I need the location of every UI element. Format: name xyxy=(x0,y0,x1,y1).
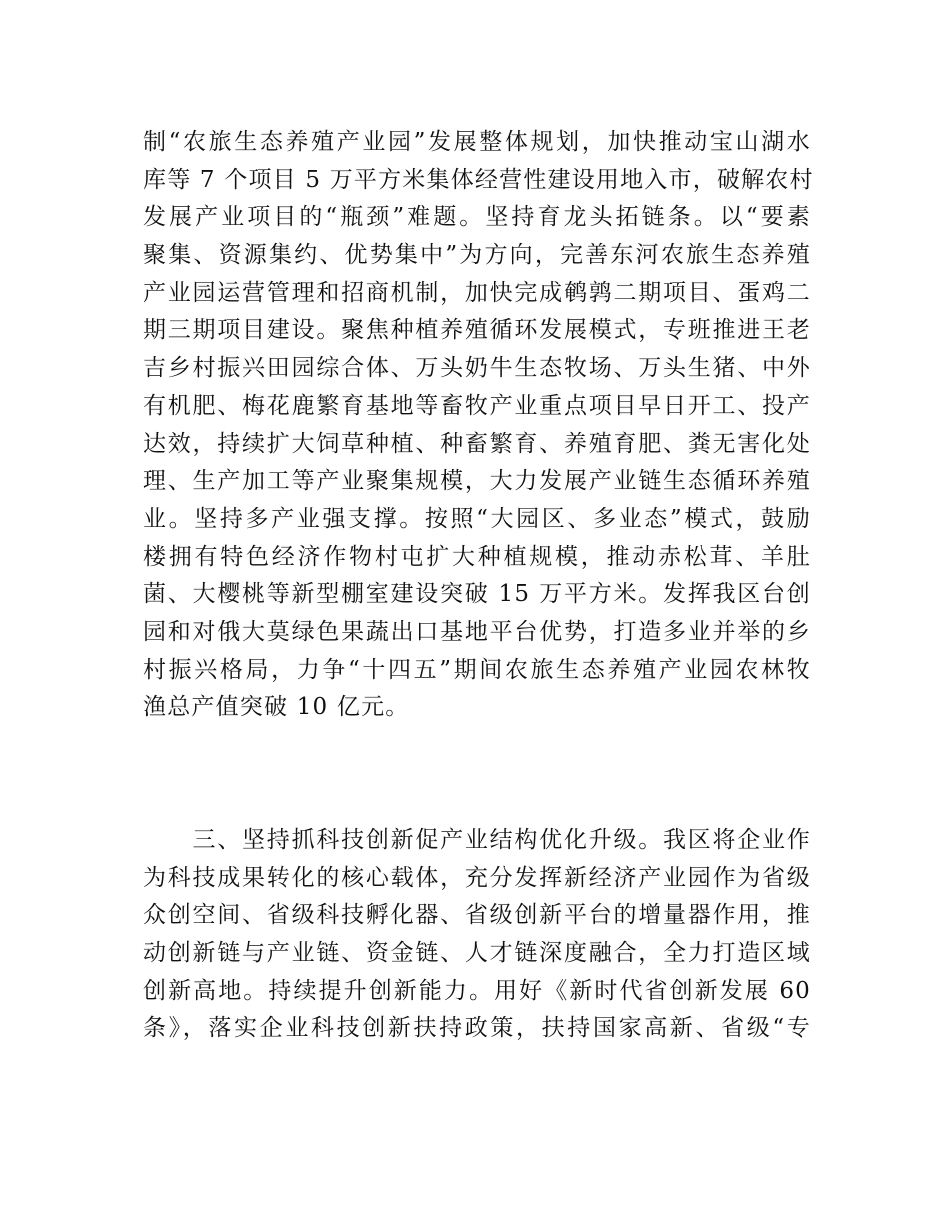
text-line: 库等 7 个项目 5 万平方米集体经营性建设用地入市，破解农村 xyxy=(143,166,814,193)
text-line: 动创新链与产业链、资金链、人才链深度融合，全力打造区域 xyxy=(143,940,811,967)
text-line: 菌、大樱桃等新型棚室建设突破 15 万平方米。发挥我区台创 xyxy=(143,581,811,608)
text-line: 楼拥有特色经济作物村屯扩大种植规模，推动赤松茸、羊肚 xyxy=(143,543,811,570)
text-line: 达效，持续扩大饲草种植、种畜繁育、养殖育肥、粪无害化处 xyxy=(143,430,811,457)
section-paragraph xyxy=(143,822,811,1048)
text-line: 村振兴格局，力争“十四五”期间农旅生态养殖产业园农林牧 xyxy=(143,656,811,683)
text-line: 制“农旅生态养殖产业园”发展整体规划，加快推动宝山湖水 xyxy=(143,129,811,155)
text-line: 有机肥、梅花鹿繁育基地等畜牧产业重点项目早日开工、投产 xyxy=(143,392,811,419)
text-line: 理、生产加工等产业聚集规模，大力发展产业链生态循环养殖 xyxy=(143,468,811,495)
body-paragraph xyxy=(143,124,814,727)
text-line: 业。坚持多产业强支撑。按照“大园区、多业态”模式，鼓励 xyxy=(143,505,811,532)
text-line: 期三期项目建设。聚焦种植养殖循环发展模式，专班推进王老 xyxy=(143,317,811,344)
text-line: 吉乡村振兴田园综合体、万头奶牛生态牧场、万头生猪、中外 xyxy=(143,355,811,382)
text-line: 聚集、资源集约、优势集中”为方向，完善东河农旅生态养殖 xyxy=(143,242,811,269)
text-line: 发展产业项目的“瓶颈”难题。坚持育龙头拓链条。以“要素 xyxy=(143,204,811,231)
text-line: 为科技成果转化的核心载体，充分发挥新经济产业园作为省级 xyxy=(143,864,811,891)
text-line: 园和对俄大莫绿色果蔬出口基地平台优势，打造多业并举的乡 xyxy=(143,618,811,645)
text-line: 产业园运营管理和招商机制，加快完成鹌鹑二期项目、蛋鸡二 xyxy=(143,279,811,306)
text-line: 条》，落实企业科技创新扶持政策，扶持国家高新、省级“专 xyxy=(143,1015,811,1042)
text-line: 众创空间、省级科技孵化器、省级创新平台的增量器作用，推 xyxy=(143,902,811,929)
text-line: 创新高地。持续提升创新能力。用好《新时代省创新发展 60 xyxy=(143,977,811,1004)
text-line: 渔总产值突破 10 亿元。 xyxy=(143,694,410,721)
section-heading-line: 三、坚持抓科技创新促产业结构优化升级。我区将企业作 xyxy=(143,827,811,853)
